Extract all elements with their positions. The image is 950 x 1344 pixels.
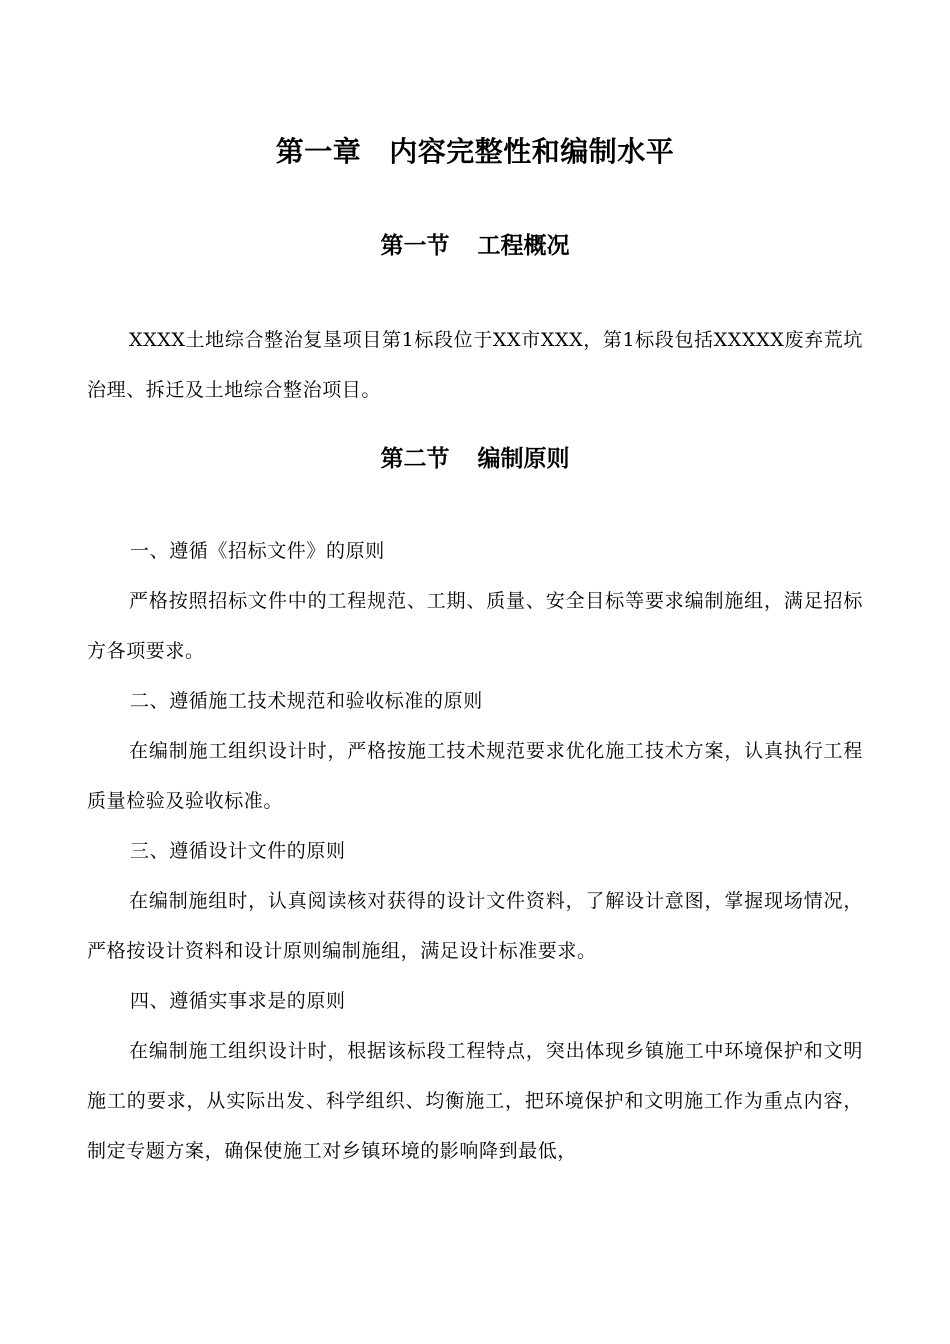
- principle-heading: 三、遵循设计文件的原则: [130, 840, 346, 862]
- chapter-number: 第一章: [275, 135, 362, 168]
- principle-body: 在编制施组时，认真阅读核对获得的设计文件资料，了解设计意图，掌握现场情况，严格按设计资料和设计原则编制施组，满足设计标准要求。: [87, 890, 863, 962]
- section-number: 第一节: [380, 233, 450, 259]
- principle-heading: 一、遵循《招标文件》的原则: [130, 540, 385, 562]
- section-name: 编制原则: [477, 446, 570, 472]
- section-number: 第二节: [380, 446, 450, 472]
- principle-body: 严格按照招标文件中的工程规范、工期、质量、安全目标等要求编制施组，满足招标方各项要求。: [87, 590, 863, 662]
- chapter-name: 内容完整性和编制水平: [389, 135, 675, 168]
- chapter-title: [0, 133, 950, 171]
- section-name: 工程概况: [477, 233, 570, 259]
- principle-body: 在编制施工组织设计时，严格按施工技术规范要求优化施工技术方案，认真执行工程质量检验及验收标准。: [87, 740, 863, 812]
- principle-heading: 四、遵循实事求是的原则: [130, 990, 346, 1012]
- principle-heading: 二、遵循施工技术规范和验收标准的原则: [130, 690, 483, 712]
- principle-body: 在编制施工组织设计时，根据该标段工程特点，突出体现乡镇施工中环境保护和文明施工的要求，从实际出发、科学组织、均衡施工，把环境保护和文明施工作为重点内容，制定专题方案，确保使施工对乡镇环境的影响降到最低，: [87, 1040, 863, 1162]
- section-title-overview: [0, 230, 950, 262]
- section-title-principles: [0, 443, 950, 475]
- overview-paragraph: XXXX土地综合整治复垦项目第1标段位于XX市XXX，第1标段包括XXXXX废弃荒坑治理、拆迁及土地综合整治项目。: [87, 329, 863, 401]
